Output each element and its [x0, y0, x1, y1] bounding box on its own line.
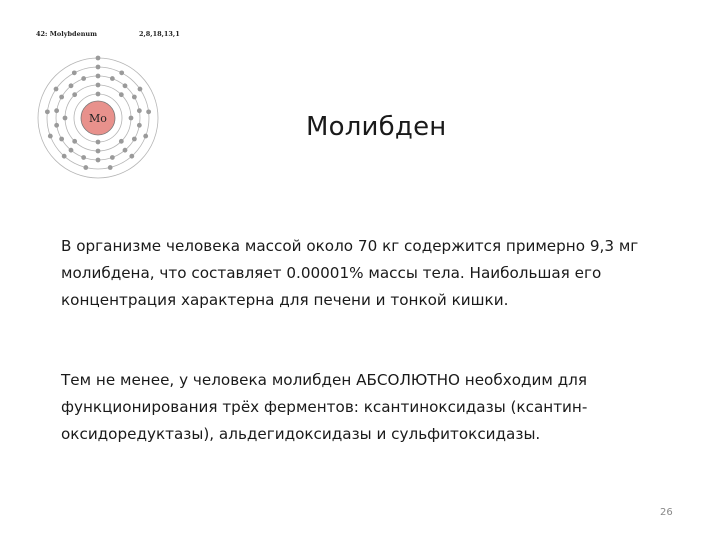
- electron: [96, 158, 101, 163]
- slide-title: Молибден: [306, 112, 447, 142]
- electron: [69, 83, 74, 88]
- bohr-atom-diagram: [36, 43, 160, 193]
- electron: [137, 123, 142, 128]
- electron: [54, 108, 59, 113]
- electron: [62, 154, 67, 159]
- electron: [72, 139, 77, 144]
- body-paragraph-2: Тем не менее, у человека молибден АБСОЛЮТНО необходим для функционирования трёх ферментов: ксантиноксидазы (ксантин-оксидоредуктазы), альдегидоксидазы и сульфитоксидазы.: [61, 371, 588, 443]
- electron: [143, 134, 148, 139]
- electron: [96, 149, 101, 154]
- electron: [54, 123, 59, 128]
- electron: [110, 76, 115, 81]
- body-paragraph-1: В организме человека массой около 70 кг содержится примерно 9,3 мг молибдена, что составляет 0.00001% массы тела. Наибольшая его концентрация характерна для печени и тонкой кишки.: [61, 237, 639, 309]
- electron: [96, 65, 101, 70]
- electron: [72, 70, 77, 75]
- electron: [81, 76, 86, 81]
- electron: [96, 92, 101, 97]
- nucleus-symbol: Mo: [89, 112, 107, 125]
- electron: [59, 95, 64, 100]
- electron: [96, 56, 101, 61]
- electron: [96, 140, 101, 145]
- electron: [108, 165, 113, 170]
- electron: [132, 137, 137, 142]
- electron: [110, 155, 115, 160]
- electron: [137, 108, 142, 113]
- electron: [119, 139, 124, 144]
- electron: [48, 134, 53, 139]
- electron: [83, 165, 88, 170]
- electron: [123, 148, 128, 153]
- atom-shell-config: 2,8,18,13,1: [139, 30, 180, 38]
- electron: [45, 109, 50, 114]
- electron: [69, 148, 74, 153]
- page-number: 26: [660, 507, 673, 518]
- electron: [146, 109, 151, 114]
- electron: [54, 87, 59, 92]
- electron: [81, 155, 86, 160]
- electron: [129, 154, 134, 159]
- electron: [96, 83, 101, 88]
- electron: [72, 92, 77, 97]
- electron: [129, 116, 134, 121]
- atom-element-label: 42: Molybdenum: [36, 30, 98, 38]
- electron: [59, 137, 64, 142]
- electron: [63, 116, 68, 121]
- electron: [119, 92, 124, 97]
- electron: [119, 70, 124, 75]
- electron: [132, 95, 137, 100]
- electron: [138, 87, 143, 92]
- electron: [123, 83, 128, 88]
- electron: [96, 74, 101, 79]
